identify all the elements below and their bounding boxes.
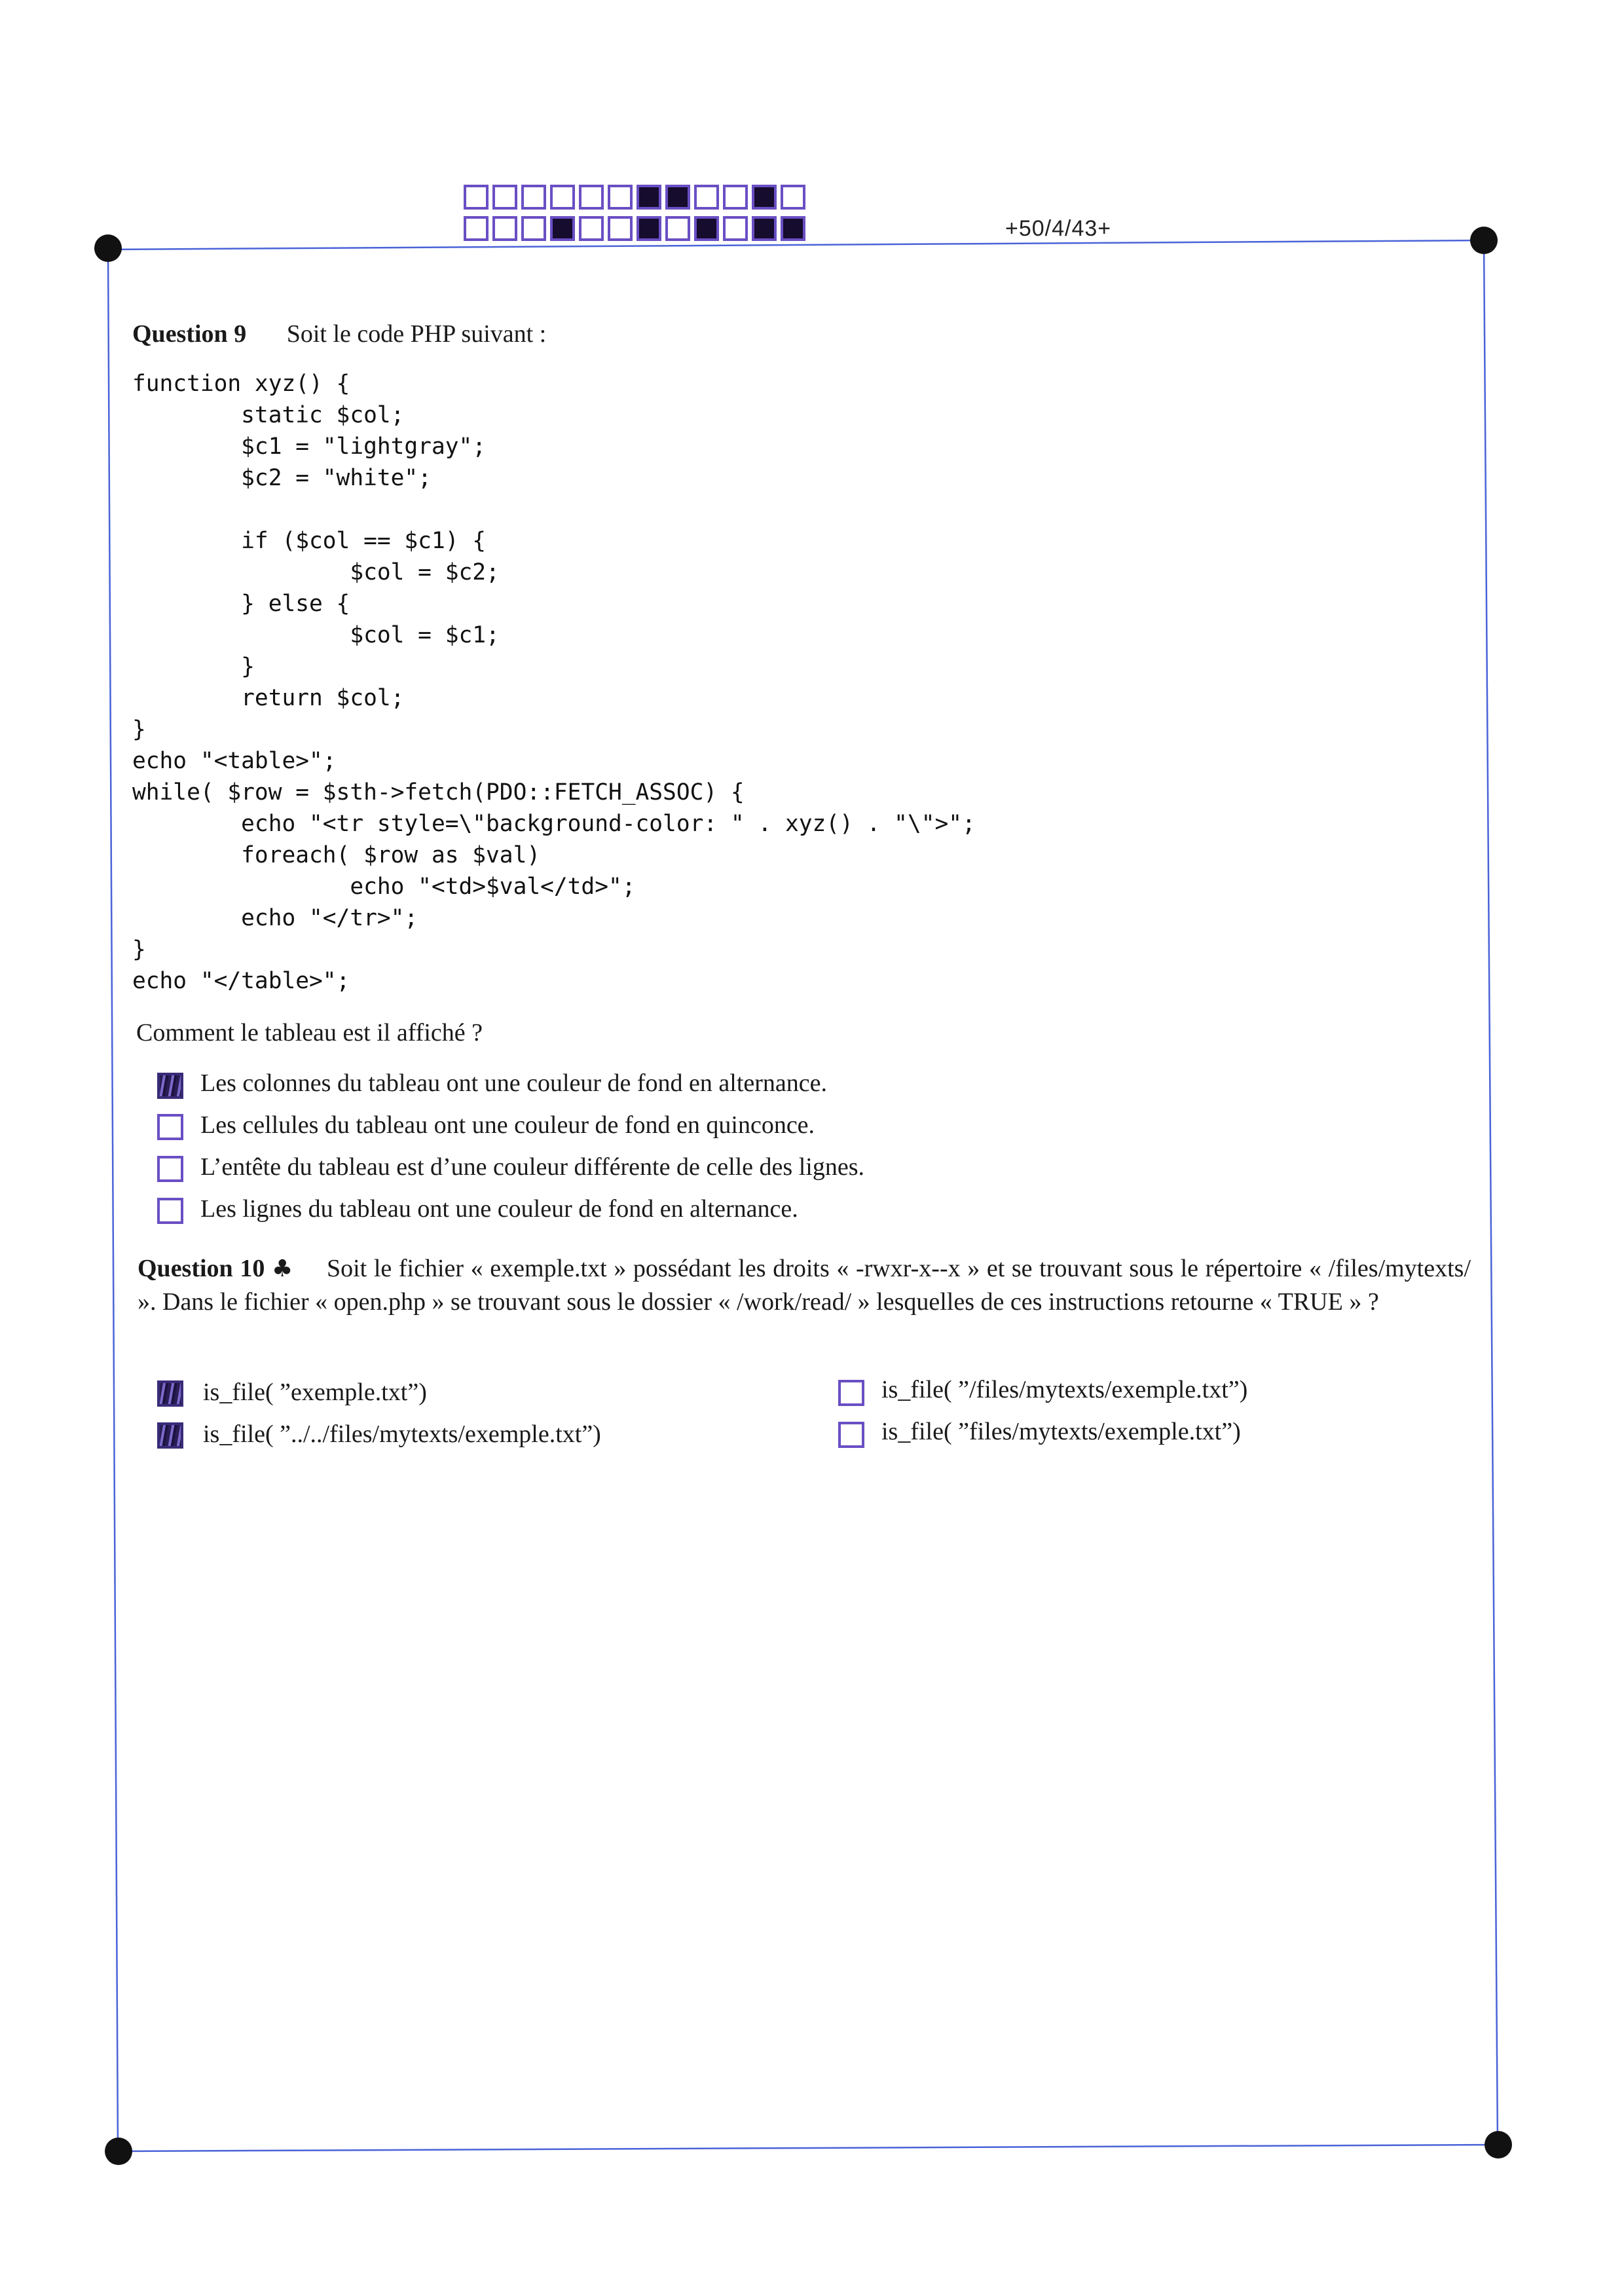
id-code-cell bbox=[781, 185, 805, 210]
question-9-prompt: Comment le tableau est il affiché ? bbox=[136, 1019, 483, 1046]
q10-option-4-label: is_file( ”files/mytexts/exemple.txt”) bbox=[881, 1418, 1241, 1445]
q10-option-2-label: is_file( ”../../files/mytexts/exemple.txt”) bbox=[203, 1420, 601, 1448]
id-code-cell bbox=[723, 185, 748, 210]
q10-option-1-label: is_file( ”exemple.txt”) bbox=[203, 1379, 427, 1406]
q9-option-4-label: Les lignes du tableau ont une couleur de fond en alternance. bbox=[200, 1195, 798, 1223]
php-code-block: function xyz() { static $col; $c1 = "lightgray"; $c2 = "white"; if ($col == $c1) { $col = $c2; } else { $col = $c1; } return $col; } echo "<table>"; while( $row = $sth->fetch(PDO::FETCH_ASSOC) { echo "<tr style=\"background-color: " . xyz() . "\">"; foreach( $row as $val) echo "<td>$val</td>"; echo "</tr>"; } echo "</table>"; bbox=[132, 371, 976, 994]
corner-mark-bottom-right bbox=[1485, 2131, 1512, 2158]
q9-option-4-checkbox[interactable] bbox=[157, 1198, 183, 1224]
corner-mark-top-right bbox=[1470, 227, 1498, 254]
q9-option-3-label: L’entête du tableau est d’une couleur différente de celle des lignes. bbox=[200, 1153, 864, 1181]
question-10-text: Soit le fichier « exemple.txt » possédant les droits « -rwxr-x--x » et se trouvant sous le répertoire « /files/mytexts/ ». Dans le fichier « open.php » se trouvant sous le dossier « /work/read/ » lesquelles de ces instructions retourne « TRUE » ? bbox=[138, 1255, 1471, 1316]
corner-mark-top-left bbox=[94, 234, 122, 262]
id-code-cell bbox=[521, 185, 546, 210]
id-code-cell bbox=[550, 216, 575, 241]
id-code-cell bbox=[637, 216, 661, 241]
id-code-cell bbox=[492, 216, 517, 241]
q9-option-1-checkbox[interactable] bbox=[157, 1073, 183, 1099]
q9-option-1-label: Les colonnes du tableau ont une couleur de fond en alternance. bbox=[200, 1069, 828, 1097]
q9-option-2-checkbox[interactable] bbox=[157, 1114, 183, 1140]
id-code-cell bbox=[521, 216, 546, 241]
id-code-cell bbox=[723, 216, 748, 241]
q9-option-3-checkbox[interactable] bbox=[157, 1156, 183, 1182]
id-code-cell bbox=[464, 185, 489, 210]
club-icon: ♣ bbox=[271, 1255, 294, 1282]
id-code-cell bbox=[464, 216, 489, 241]
id-code-top-row bbox=[464, 185, 809, 210]
q10-option-3-checkbox[interactable] bbox=[838, 1380, 864, 1406]
id-code-bottom-row bbox=[464, 216, 809, 241]
id-code-cell bbox=[608, 216, 633, 241]
id-code-cell bbox=[579, 216, 604, 241]
corner-mark-bottom-left bbox=[105, 2138, 132, 2165]
id-code-cell bbox=[579, 185, 604, 210]
question-9-header bbox=[132, 320, 546, 348]
q10-option-1-checkbox[interactable] bbox=[157, 1380, 183, 1407]
question-9-intro: Soit le code PHP suivant : bbox=[286, 320, 547, 348]
id-code-cell bbox=[752, 185, 777, 210]
q9-option-2-label: Les cellules du tableau ont une couleur de fond en quinconce. bbox=[200, 1111, 815, 1139]
id-code-cell bbox=[492, 185, 517, 210]
id-code-cell bbox=[694, 185, 719, 210]
id-code-cell bbox=[781, 216, 805, 241]
question-10-block bbox=[138, 1252, 1471, 1318]
id-code-cell bbox=[665, 185, 690, 210]
page-id: +50/4/43+ bbox=[1005, 216, 1112, 241]
q10-option-3-label: is_file( ”/files/mytexts/exemple.txt”) bbox=[881, 1376, 1248, 1403]
question-9-label: Question 9 bbox=[132, 320, 247, 348]
question-10-label: Question 10 bbox=[138, 1255, 265, 1282]
q10-option-4-checkbox[interactable] bbox=[838, 1422, 864, 1448]
id-code-cell bbox=[694, 216, 719, 241]
id-code-cell bbox=[665, 216, 690, 241]
q10-option-2-checkbox[interactable] bbox=[157, 1422, 183, 1449]
id-code-cell bbox=[752, 216, 777, 241]
id-code-cell bbox=[608, 185, 633, 210]
id-code-cell bbox=[550, 185, 575, 210]
id-code-cell bbox=[637, 185, 661, 210]
